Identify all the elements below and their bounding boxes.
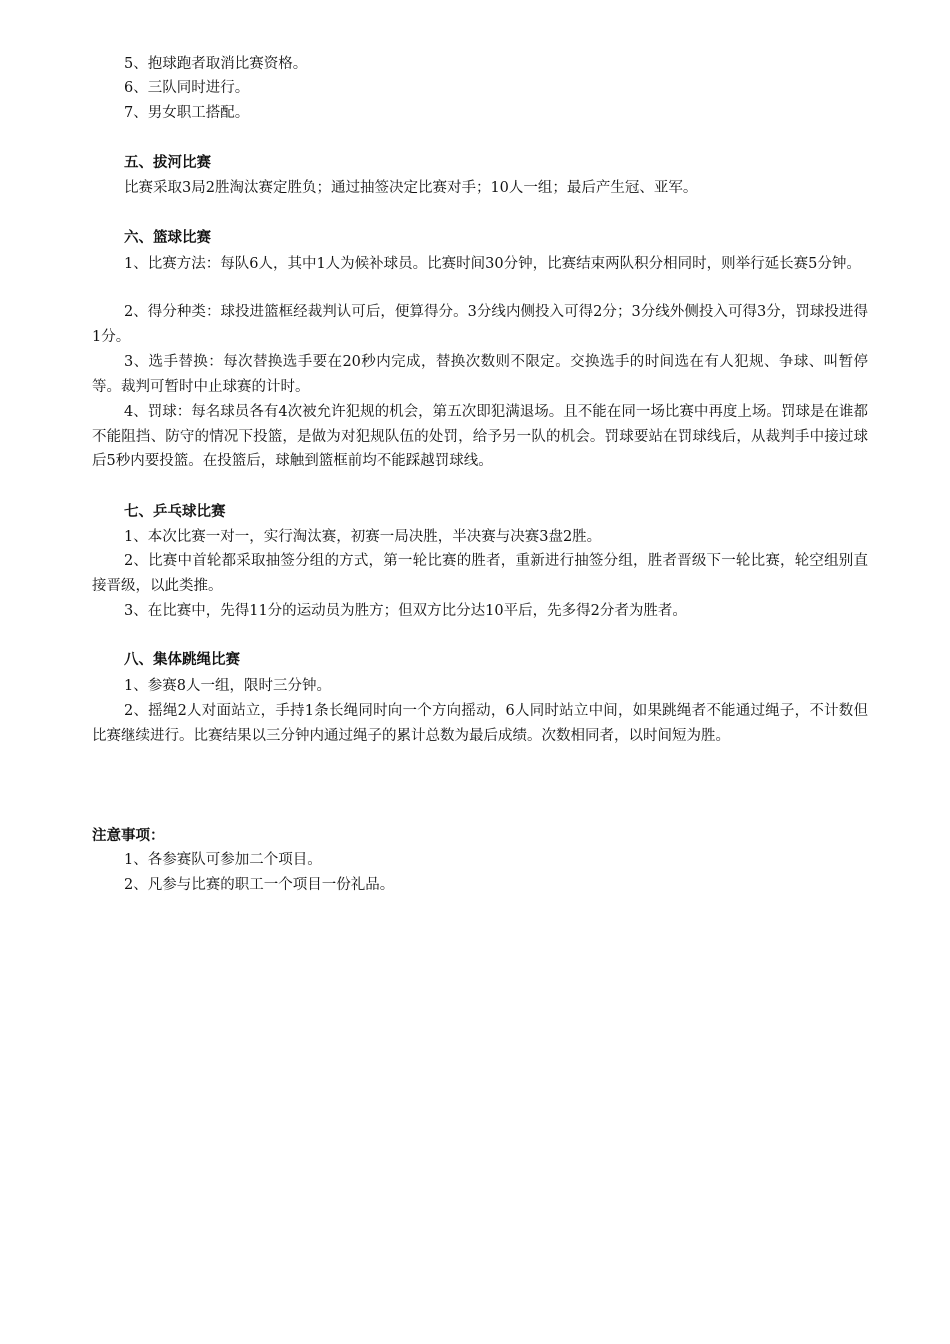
notes-item-1: 1、各参赛队可参加二个项目。 xyxy=(124,852,322,868)
notes-heading: 注意事项： xyxy=(92,828,165,844)
relay-rule-5: 5、抱球跑者取消比赛资格。 xyxy=(124,56,308,72)
basketball-rule-1: 1、比赛方法：每队6人，其中1人为候补球员。比赛时间30分钟，比赛结束两队积分相同时，则举行延长赛5分钟。 xyxy=(124,256,861,272)
basketball-rule-4: 4、罚球：每名球员各有4次被允许犯规的机会，第五次即犯满退场。且不能在同一场比赛中再度上场。罚球是在谁都不能阻挡、防守的情况下投篮，是做为对犯规队伍的处罚，给予另一队的机会。罚球要站在罚球线后，从裁判手中接过球后5秒内要投篮。在投篮后，球触到篮框前均不能踩越罚球线。 xyxy=(92,404,868,469)
rope-skipping-rule-1: 1、参赛8人一组，限时三分钟。 xyxy=(124,678,331,694)
table-tennis-rule-2: 2、比赛中首轮都采取抽签分组的方式，第一轮比赛的胜者，重新进行抽签分组，胜者晋级下一轮比赛，轮空组别直接晋级，以此类推。 xyxy=(92,553,868,594)
basketball-heading: 六、篮球比赛 xyxy=(124,230,211,246)
rope-skipping-heading: 八、集体跳绳比赛 xyxy=(124,652,240,668)
relay-rule-6: 6、三队同时进行。 xyxy=(124,80,250,96)
basketball-rule-2: 2、得分种类：球投进篮框经裁判认可后，便算得分。3分线内侧投入可得2分；3分线外侧投入可得3分，罚球投进得1分。 xyxy=(92,304,868,345)
relay-rule-7: 7、男女职工搭配。 xyxy=(124,105,250,121)
basketball-rule-3: 3、选手替换：每次替换选手要在20秒内完成，替换次数则不限定。交换选手的时间选在有人犯规、争球、叫暂停等。裁判可暂时中止球赛的计时。 xyxy=(92,354,868,395)
table-tennis-heading: 七、乒乓球比赛 xyxy=(124,504,226,520)
tug-of-war-heading: 五、拔河比赛 xyxy=(124,155,211,171)
table-tennis-rule-3: 3、在比赛中，先得11分的运动员为胜方；但双方比分达10平后，先多得2分者为胜者。 xyxy=(124,603,687,619)
notes-item-2: 2、凡参与比赛的职工一个项目一份礼品。 xyxy=(124,877,395,893)
table-tennis-rule-1: 1、本次比赛一对一，实行淘汰赛，初赛一局决胜，半决赛与决赛3盘2胜。 xyxy=(124,529,602,545)
rope-skipping-rule-2: 2、摇绳2人对面站立，手持1条长绳同时向一个方向摇动，6人同时站立中间，如果跳绳者不能通过绳子，不计数但比赛继续进行。比赛结果以三分钟内通过绳子的累计总数为最后成绩。次数相同者，以时间短为胜。 xyxy=(92,703,868,744)
tug-of-war-text: 比赛采取3局2胜淘汰赛定胜负；通过抽签决定比赛对手；10人一组；最后产生冠、亚军。 xyxy=(124,180,698,196)
